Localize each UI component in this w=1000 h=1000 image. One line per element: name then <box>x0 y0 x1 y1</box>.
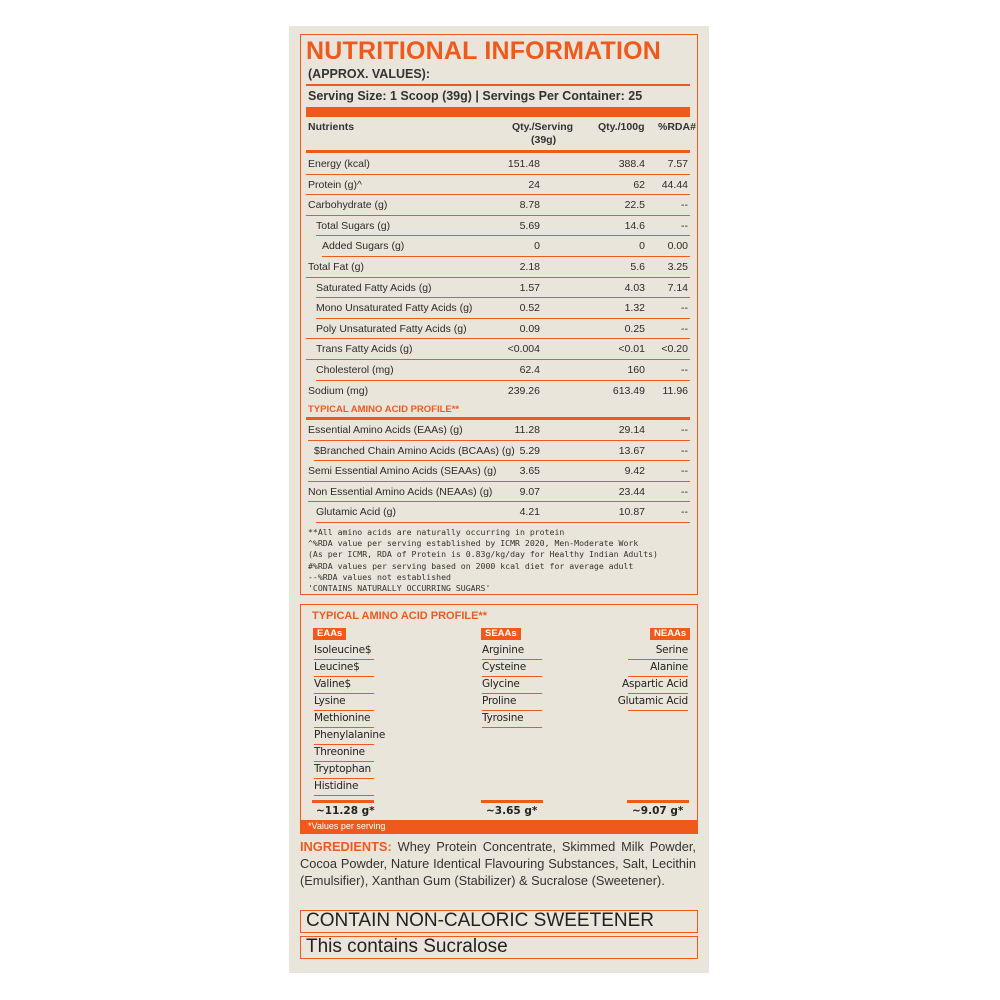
amino-item: Lysine <box>314 695 346 707</box>
nutrient-value: 0.09 <box>519 322 540 335</box>
item-underline <box>314 744 374 745</box>
amino-item: Glycine <box>482 678 520 690</box>
nutrient-value: 0 <box>534 240 540 253</box>
nutrient-label: Carbohydrate (g) <box>308 199 388 212</box>
neaas-tag: NEAAs <box>650 628 690 640</box>
sucralose-statement: This contains Sucralose <box>300 936 698 959</box>
amino-value: 29.14 <box>618 424 645 436</box>
nutrient-row <box>306 154 690 174</box>
note: #%RDA values per serving based on 2000 kcal diet for average adult <box>308 560 634 571</box>
item-underline <box>628 676 688 677</box>
amino-value: 5.29 <box>519 444 540 457</box>
amino-value: 10.87 <box>618 506 645 519</box>
amino-item: Leucine$ <box>314 661 360 673</box>
nutrient-value: 0.25 <box>624 322 645 335</box>
note: ^%RDA value per serving established by ICMR 2020, Men-Moderate Work <box>308 538 639 549</box>
item-underline <box>482 659 542 660</box>
amino-value: -- <box>681 485 688 498</box>
col-nutrients: Nutrients <box>308 121 355 133</box>
sweetener-statement: CONTAIN NON-CALORIC SWEETENER <box>300 910 698 933</box>
nutrient-row <box>306 360 690 380</box>
amino-item: Aspartic Acid <box>622 678 688 690</box>
nutrient-value: 239.26 <box>507 384 540 397</box>
nutrient-label: Energy (kcal) <box>308 158 370 170</box>
nutrient-value: 0.00 <box>667 240 688 253</box>
item-underline <box>628 693 688 694</box>
nutrient-value: -- <box>681 219 688 232</box>
amino-row <box>306 441 690 461</box>
ingredients <box>300 838 696 889</box>
nutrient-value: 62.4 <box>519 364 540 376</box>
amino-item: Alanine <box>650 661 688 673</box>
nutrient-row <box>306 236 690 256</box>
amino-label: $Branched Chain Amino Acids (BCAAs) (g) <box>314 444 515 457</box>
seaas-tag: SEAAs <box>481 628 521 640</box>
amino-label: Glutamic Acid (g) <box>316 506 396 519</box>
nutrient-value: 8.78 <box>519 199 540 212</box>
item-underline <box>314 693 374 694</box>
amino-value: -- <box>681 465 688 478</box>
amino-value: 9.07 <box>519 485 540 498</box>
amino-item: Methionine <box>314 712 371 724</box>
item-underline <box>314 710 374 711</box>
nutrient-value: 5.6 <box>630 261 645 273</box>
nutrient-label: Total Sugars (g) <box>316 219 391 232</box>
total-line <box>312 800 374 803</box>
nutrient-label: Saturated Fatty Acids (g) <box>316 281 432 294</box>
nutrient-value: 24 <box>528 178 540 191</box>
col-per-100g: Qty./100g <box>598 121 645 133</box>
nutrient-value: 388.4 <box>618 158 645 170</box>
amino-value: -- <box>681 444 688 457</box>
nutrient-row <box>306 339 690 359</box>
nutrient-row <box>306 257 690 277</box>
nutrient-label: Sodium (mg) <box>308 384 369 397</box>
nutrient-value: 160 <box>627 364 645 376</box>
nutrient-label: Cholesterol (mg) <box>316 364 394 376</box>
nutrient-row <box>306 319 690 339</box>
item-underline <box>482 693 542 694</box>
note: --%RDA values not established <box>308 571 451 582</box>
nutrient-row <box>306 278 690 298</box>
amino-heading: TYPICAL AMINO ACID PROFILE** <box>308 404 460 415</box>
item-underline <box>314 676 374 677</box>
item-underline <box>628 659 688 660</box>
amino-profile-title: TYPICAL AMINO ACID PROFILE** <box>312 610 487 622</box>
item-underline <box>314 761 374 762</box>
amino-value: -- <box>681 506 688 519</box>
nutrient-value: 7.14 <box>667 281 688 294</box>
amino-label: Semi Essential Amino Acids (SEAAs) (g) <box>308 465 497 478</box>
amino-label: Essential Amino Acids (EAAs) (g) <box>308 424 463 436</box>
amino-item: Tyrosine <box>482 712 524 724</box>
eaas-total: ~11.28 g* <box>316 805 375 817</box>
amino-value: 13.67 <box>618 444 645 457</box>
amino-item: Tryptophan <box>314 763 372 775</box>
note: (As per ICMR, RDA of Protein is 0.83g/kg/day for Healthy Indian Adults) <box>308 549 658 560</box>
nutrient-value: 7.57 <box>667 158 688 170</box>
col-per-serving-sub: (39g) <box>531 134 557 146</box>
amino-item: Glutamic Acid <box>617 695 688 707</box>
item-underline <box>314 778 374 779</box>
amino-value: 4.21 <box>519 506 540 519</box>
ingredients-label: INGREDIENTS: <box>300 839 392 854</box>
nutrient-label: Added Sugars (g) <box>322 240 405 253</box>
seaas-total: ~3.65 g* <box>486 805 538 817</box>
amino-item: Serine <box>655 644 688 656</box>
nutrient-value: <0.004 <box>507 343 540 356</box>
nutrient-row <box>306 195 690 215</box>
nutrient-value: 0 <box>639 240 645 253</box>
amino-value: 23.44 <box>618 485 645 498</box>
nutrient-value: 62 <box>633 178 645 191</box>
nutrient-value: -- <box>681 199 688 212</box>
nutrient-value: 22.5 <box>624 199 645 212</box>
divider <box>306 84 690 86</box>
nutrient-value: <0.20 <box>661 343 688 356</box>
nutrition-title: NUTRITIONAL INFORMATION <box>306 37 662 65</box>
amino-item: Histidine <box>314 780 359 792</box>
note: **All amino acids are naturally occurring in protein <box>308 527 565 537</box>
amino-item: Phenylalanine <box>314 729 386 741</box>
nutrient-value: 1.32 <box>624 302 645 315</box>
amino-value: 11.28 <box>514 424 540 436</box>
nutrition-subtitle: (APPROX. VALUES): <box>308 67 430 81</box>
nutrient-label: Trans Fatty Acids (g) <box>316 343 413 356</box>
values-per-serving: *Values per serving <box>300 820 698 833</box>
amino-item: Cysteine <box>482 661 527 673</box>
item-underline <box>482 727 542 728</box>
nutrient-value: -- <box>681 364 688 376</box>
item-underline <box>314 659 374 660</box>
serving-info: Serving Size: 1 Scoop (39g) | Servings Per Container: 25 <box>308 89 643 103</box>
nutrient-value: 4.03 <box>624 281 645 294</box>
nutrient-row <box>306 216 690 236</box>
eaas-tag: EAAs <box>313 628 346 640</box>
item-underline <box>482 710 542 711</box>
total-line <box>481 800 543 803</box>
amino-value: -- <box>681 424 688 436</box>
nutrient-value: 44.44 <box>661 178 688 191</box>
nutrient-value: 2.18 <box>519 261 540 273</box>
nutrient-value: 0.52 <box>519 302 540 315</box>
item-underline <box>482 676 542 677</box>
amino-item: Arginine <box>482 644 524 656</box>
header-divider <box>306 150 690 153</box>
nutrient-value: 11.96 <box>662 384 688 397</box>
nutrient-value: 1.57 <box>519 281 540 294</box>
nutrient-value: 613.49 <box>612 384 645 397</box>
amino-row <box>306 482 690 502</box>
nutrient-label: Protein (g)^ <box>308 178 362 191</box>
item-underline <box>628 710 688 711</box>
nutrient-row <box>306 298 690 318</box>
amino-row <box>306 420 690 440</box>
total-line <box>627 800 689 803</box>
item-underline <box>314 727 374 728</box>
col-rda: %RDA# <box>658 121 696 133</box>
col-per-serving: Qty./Serving <box>512 121 574 133</box>
nutrient-value: 14.6 <box>624 219 645 232</box>
nutrient-label: Total Fat (g) <box>308 261 365 273</box>
row-divider <box>316 522 690 523</box>
nutrient-value: -- <box>681 322 688 335</box>
nutrient-value: 5.69 <box>519 219 540 232</box>
nutrient-value: 3.25 <box>667 261 688 273</box>
amino-item: Proline <box>482 695 517 707</box>
nutrient-row <box>306 175 690 195</box>
footnotes <box>308 527 658 594</box>
amino-item: Threonine <box>314 746 365 758</box>
nutrient-value: <0.01 <box>618 343 645 356</box>
nutrient-label: Mono Unsaturated Fatty Acids (g) <box>316 302 473 315</box>
amino-item: Isoleucine$ <box>314 644 372 656</box>
item-underline <box>314 795 374 796</box>
nutrient-value: 151.48 <box>507 158 540 170</box>
amino-value: 9.42 <box>624 465 645 478</box>
neaas-total: ~9.07 g* <box>632 805 684 817</box>
header-bar <box>306 107 690 117</box>
amino-value: 3.65 <box>519 465 540 478</box>
nutrient-value: -- <box>681 302 688 315</box>
ingredients-text: Whey Protein Concentrate, Skimmed Milk Powder, Cocoa Powder, Nature Identical Flavouring Substances, Salt, Lecithin (Emulsifier), Xanthan Gum (Stabilizer) & Sucralose (Sweetener). <box>300 839 696 888</box>
amino-row <box>306 461 690 481</box>
nutrient-label: Poly Unsaturated Fatty Acids (g) <box>316 322 467 335</box>
amino-item: Valine$ <box>314 678 352 690</box>
nutrient-row <box>306 381 690 401</box>
amino-row <box>306 502 690 522</box>
amino-label: Non Essential Amino Acids (NEAAs) (g) <box>308 485 493 498</box>
note: 'CONTAINS NATURALLY OCCURRING SUGARS' <box>308 583 491 594</box>
